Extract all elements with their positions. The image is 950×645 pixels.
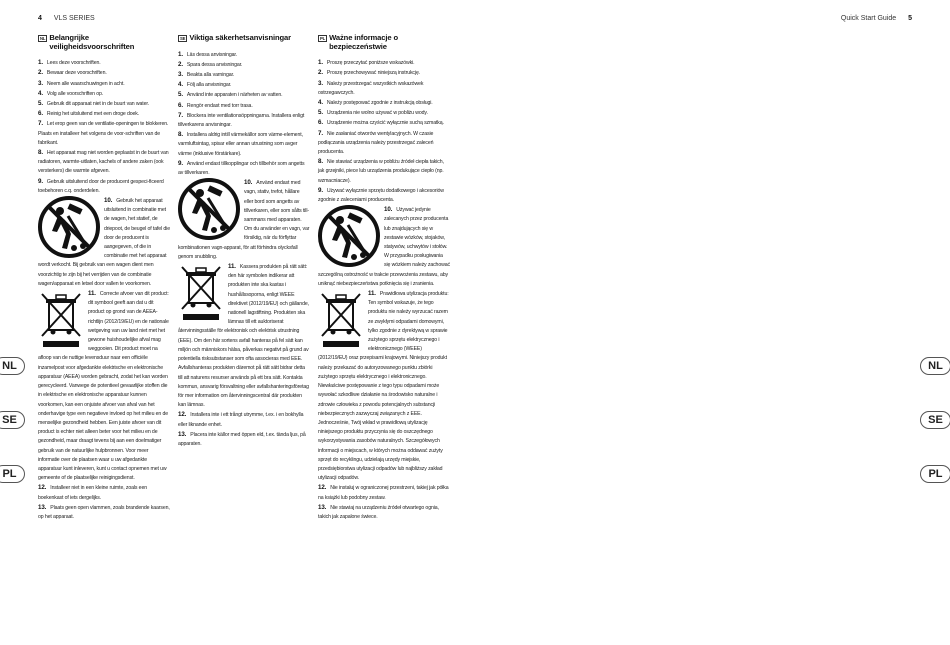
- lang-tab-se-right[interactable]: SE: [920, 411, 950, 429]
- nl-item-7: 7. Let erop geen van de ventilatie-openingen te blokkeren. Plaats en installeer het volgens de voor-schriften van de fabrikant.: [38, 120, 169, 146]
- nl-title: [38, 34, 170, 51]
- nl-heading: Belangrijke veiligheidsvoorschriften: [49, 33, 135, 51]
- nl-item-1: 1. Lees deze voorschriften.: [38, 59, 101, 67]
- pl-item-4: 4. Należy postępować zgodnie z instrukcją obsługi.: [318, 99, 433, 106]
- se-title: [178, 34, 310, 43]
- cart-warning-icon: [178, 178, 240, 240]
- nl-item-9: 9. Gebruik uitsluitend door de producent gespeci-ficeerd toebehoren c.q. onderdelen.: [38, 177, 164, 194]
- pl-item-1: 1. Proszę przeczytać poniższe wskazówki.: [318, 59, 415, 67]
- se-item-9: 9. Använd endast tillkopplingar och tillbehör som angetts av tillverkaren.: [178, 159, 305, 177]
- lang-tab-se-left[interactable]: SE: [0, 411, 25, 429]
- pl-item-11: 11. Prawidłowa utylizacja produktu: Ten symbol wskazuje, że tego produktu nie należy wyrzucać razem ze zwykłymi odpadami domowymi, tylko zgodnie z dyrektywą w sprawie zużytego sprzętu elektrycznego i elektronicznego (WEEE) (2012/19/EU) oraz przepisami krajowymi. Niniejszy produkt należy przekazać do autoryzowanego punktu zbiórki zużytego sprzętu elektrycznego i elektronicznego. Niewłaściwe postępowanie z tego typu odpadami może wywołać szkodliwe działanie na środowisko naturalne i zdrowie człowieka z powodu potencjalnych substancji niebezpiecznych zazwyczaj związanych z EEE. Jednocześnie, Twój wkład w prawidłową utylizację niniejszego produktu przyczynia się do oszczędnego wykorzystywania zasobów naturalnych. Szczegółowych informacji o miejscach, w których można oddawać zużyty sprzęt do recyklingu, udzielają urzędy miejskie, przedsiębiorstwa utylizacji odpadów lub najbliższy zakład utylizacji odpadów.: [318, 290, 449, 482]
- se-item-6: 6. Rengör endast med torr trasa.: [178, 101, 253, 109]
- nl-item-12: 12. Installeer niet in een kleine ruimte, zoals een boekenkast of iets dergelijks.: [38, 484, 147, 501]
- pl-item-7: 7. Nie zasłaniać otworów wentylacyjnych. W czasie podłączania urządzenia należy przestrzegać zaleceń producenta.: [318, 129, 434, 156]
- se-item-8: 8. Installera aldrig intill värmekällor som värme-element, varmluftsintag, spisar eller annan utrustning som avger värme (inklusive förstärkare).: [178, 131, 303, 157]
- se-item-1: 1. Läs dessa anvisningar.: [178, 50, 238, 58]
- nl-item-6: 6. Reinig het uitsluitend met een droge doek.: [38, 110, 140, 118]
- lang-tab-pl-left[interactable]: PL: [0, 465, 25, 483]
- nl-column: [38, 34, 170, 522]
- nl-item-11: 11. Correcte afvoer van dit product: dit symbool geeft aan dat u dit product op grond van de AEEA-richtlijn (2012/19/EU) en de nationale wetgeving van uw land niet met het gewone huishoudelijke afval mag weggooien. Dit product moet na afloop van de nuttige levensduur naar een officiële inzamelpost voor afgedankte elektrische en elektronische apparatuur (AEEA) worden gebracht, zodat het kan worden gerecycleerd. Vanwege de potentieel gevaarlijke stoffen die in elektrische en elektronische apparatuur kunnen voorkomen, kan een onjuiste afvoer van afval van het onderhavige type een negatieve invloed op het milieu en de menselijke gezondheid hebben. Een juiste afvoer van dit product is echter niet alleen beter voor het milieu en de gezondheid, maar draagt tevens bij aan een doelmatiger gebruik van de natuurlijke hulpbronnen. Voor meer informatie over de plaatsen waar u uw afgedankte apparatuur kunt inleveren, kunt u contact opnemen met uw gemeente of de plaatselijke reinigingsdienst.: [38, 290, 169, 482]
- se-item-3: 3. Beakta alla varningar.: [178, 71, 235, 78]
- weee-bin-icon: [40, 292, 82, 348]
- nl-item-2: 2. Bewaar deze voorschriften.: [38, 69, 107, 77]
- nl-item-10: 10. Gebruik het apparaat uitsluitend in combinatie met de wagen, het statief, de driepoot, de beugel of tafel die door de producent is aangegeven, of die in combinatie met het apparaat wordt verkocht. Bij gebruik van een wagen dient men voorzichtig te zijn bij het verrijden van de combinatie wagen/apparaat en letsel door vallen te voorkomen.: [38, 197, 170, 287]
- pl-heading: Ważne informacje o bezpieczeństwie: [329, 33, 398, 51]
- pl-item-12: 12. Nie instaluj w ograniczonej przestrzeni, takiej jak półka na książki lub podobny zestaw.: [318, 484, 449, 501]
- se-item-7: 7. Blockera inte ventilationsöppningarna. Installera enligt tillverkarens anvisningar.: [178, 111, 305, 129]
- nl-item-4: 4. Volg alle voorschriften op.: [38, 89, 104, 97]
- pl-title: [318, 34, 450, 51]
- page-number-left: 4: [38, 15, 42, 22]
- pl-item-3: 3. Należy przestrzegać wszystkich wskazówek ostrzegawczych.: [318, 79, 424, 96]
- se-item-13: 13. Placera inte källor med öppen eld, t.ex. tända ljus, på apparaten.: [178, 430, 306, 447]
- guide-label: Quick Start Guide: [840, 15, 897, 22]
- series-label: VLS SERIES: [53, 15, 95, 22]
- se-item-11: 11. Kassera produkten på rätt sätt: den här symbolen indikerar att produkten inte ska kastas i hushållssoporna, enligt WEEE direktivet (2012/19/EU) och gällande, nationell lagstiftning. Produkten ska lämnas till ett auktoriserat återvinningsställe för elektronisk och elektrisk utrustning (EEE). Om den här sortens avfall hanteras på fel sätt kan miljön och människors hälsa, påverkas negativt på grund av potentiella risksubstanser som ofta associeras med EEE. Avfallshanteras produkten däremot på rätt sätt bidrar detta till att naturens resurser används på ett bra sätt. Kontakta kommun, ansvarig försvaltning eller avfallshanteringsföretag för mer information om återvinningscentral där produkten kan lämnas.: [178, 263, 309, 409]
- pl-item-6: 6. Urządzenie można czyścić wyłącznie suchą szmatką.: [318, 119, 444, 127]
- se-column: [178, 34, 310, 449]
- pl-item-9: 9. Używać wyłącznie sprzętu dodatkowego i akcesoriów zgodnie z zaleceniami producenta.: [318, 186, 444, 204]
- pl-item-8: 8. Nie stawiać urządzenia w pobliżu źródeł ciepła takich, jak grzejniki, piece lub urządzenia produkujące ciepło (np. wzmacniacze).: [318, 158, 444, 184]
- lang-tab-nl-right[interactable]: NL: [920, 357, 950, 375]
- pl-column: [318, 34, 450, 522]
- se-heading: Viktiga säkerhetsanvisningar: [189, 33, 291, 42]
- nl-item-8: 8. Het apparaat mag niet worden geplaatst in de buurt van radiatoren, warmte-uitlaten, kachels of andere zaken (ook versterkers) die warmte afgeven.: [38, 149, 169, 175]
- nl-item-3: 3. Neem alle waarschuwingen in acht.: [38, 79, 125, 87]
- pl-item-13: 13. Nie stawiaj na urządzeniu źródeł otwartego ognia, takich jak zapalone świece.: [318, 503, 439, 520]
- pl-code: PL: [320, 36, 326, 41]
- weee-bin-icon: [320, 292, 362, 348]
- header-right: [841, 15, 912, 22]
- se-item-4: 4. Följ alla anvisningar.: [178, 81, 232, 89]
- se-code: SE: [180, 36, 186, 41]
- nl-item-13: 13. Plaats geen open vlammen, zoals brandende kaarsen, op het apparaat.: [38, 503, 170, 520]
- pl-item-10: 10. Używać jedynie zalecanych przez producenta lub znajdujących się w zestawie wózków, stojaków, statywów, uchwytów i stołów. W przypadku posługiwania się wózkiem należy zachować szczególną ostrożność w trakcie przewożenia zestawu, aby uniknąć niebezpieczeństwa potknięcia się i zranienia.: [318, 206, 450, 287]
- pl-item-5: 5. Urządzenia nie wolno używać w pobliżu wody.: [318, 109, 428, 117]
- se-item-10: 10. Använd endast med vagn, stativ, trefot, hållare eller bord som angetts av tillverkaren, eller som sålts till-sammans med apparaten. Om du använder en vagn, var försiktig, när du förflyttar kombinationen vagn-apparat, för att förhindra olycksfall genom snubbling.: [178, 179, 310, 260]
- se-item-5: 5. Använd inte apparaten i närheten av vatten.: [178, 91, 283, 99]
- cart-warning-icon: [318, 205, 380, 267]
- header-left: [38, 15, 95, 22]
- lang-tab-pl-right[interactable]: PL: [920, 465, 950, 483]
- weee-bin-icon: [180, 265, 222, 321]
- page-number-right: 5: [908, 15, 912, 22]
- se-item-12: 12. Installera inte i ett trångt utrymme, t.ex. i en bokhylla eller liknande enhet.: [178, 411, 304, 428]
- pl-item-2: 2. Proszę przechowywać niniejszą instrukcję.: [318, 69, 421, 77]
- cart-warning-icon: [38, 196, 100, 258]
- se-item-2: 2. Spara dessa anvisningar.: [178, 60, 243, 68]
- nl-code: NL: [40, 36, 46, 41]
- nl-item-5: 5. Gebruik dit apparaat niet in de buurt van water.: [38, 100, 150, 107]
- lang-tab-nl-left[interactable]: NL: [0, 357, 25, 375]
